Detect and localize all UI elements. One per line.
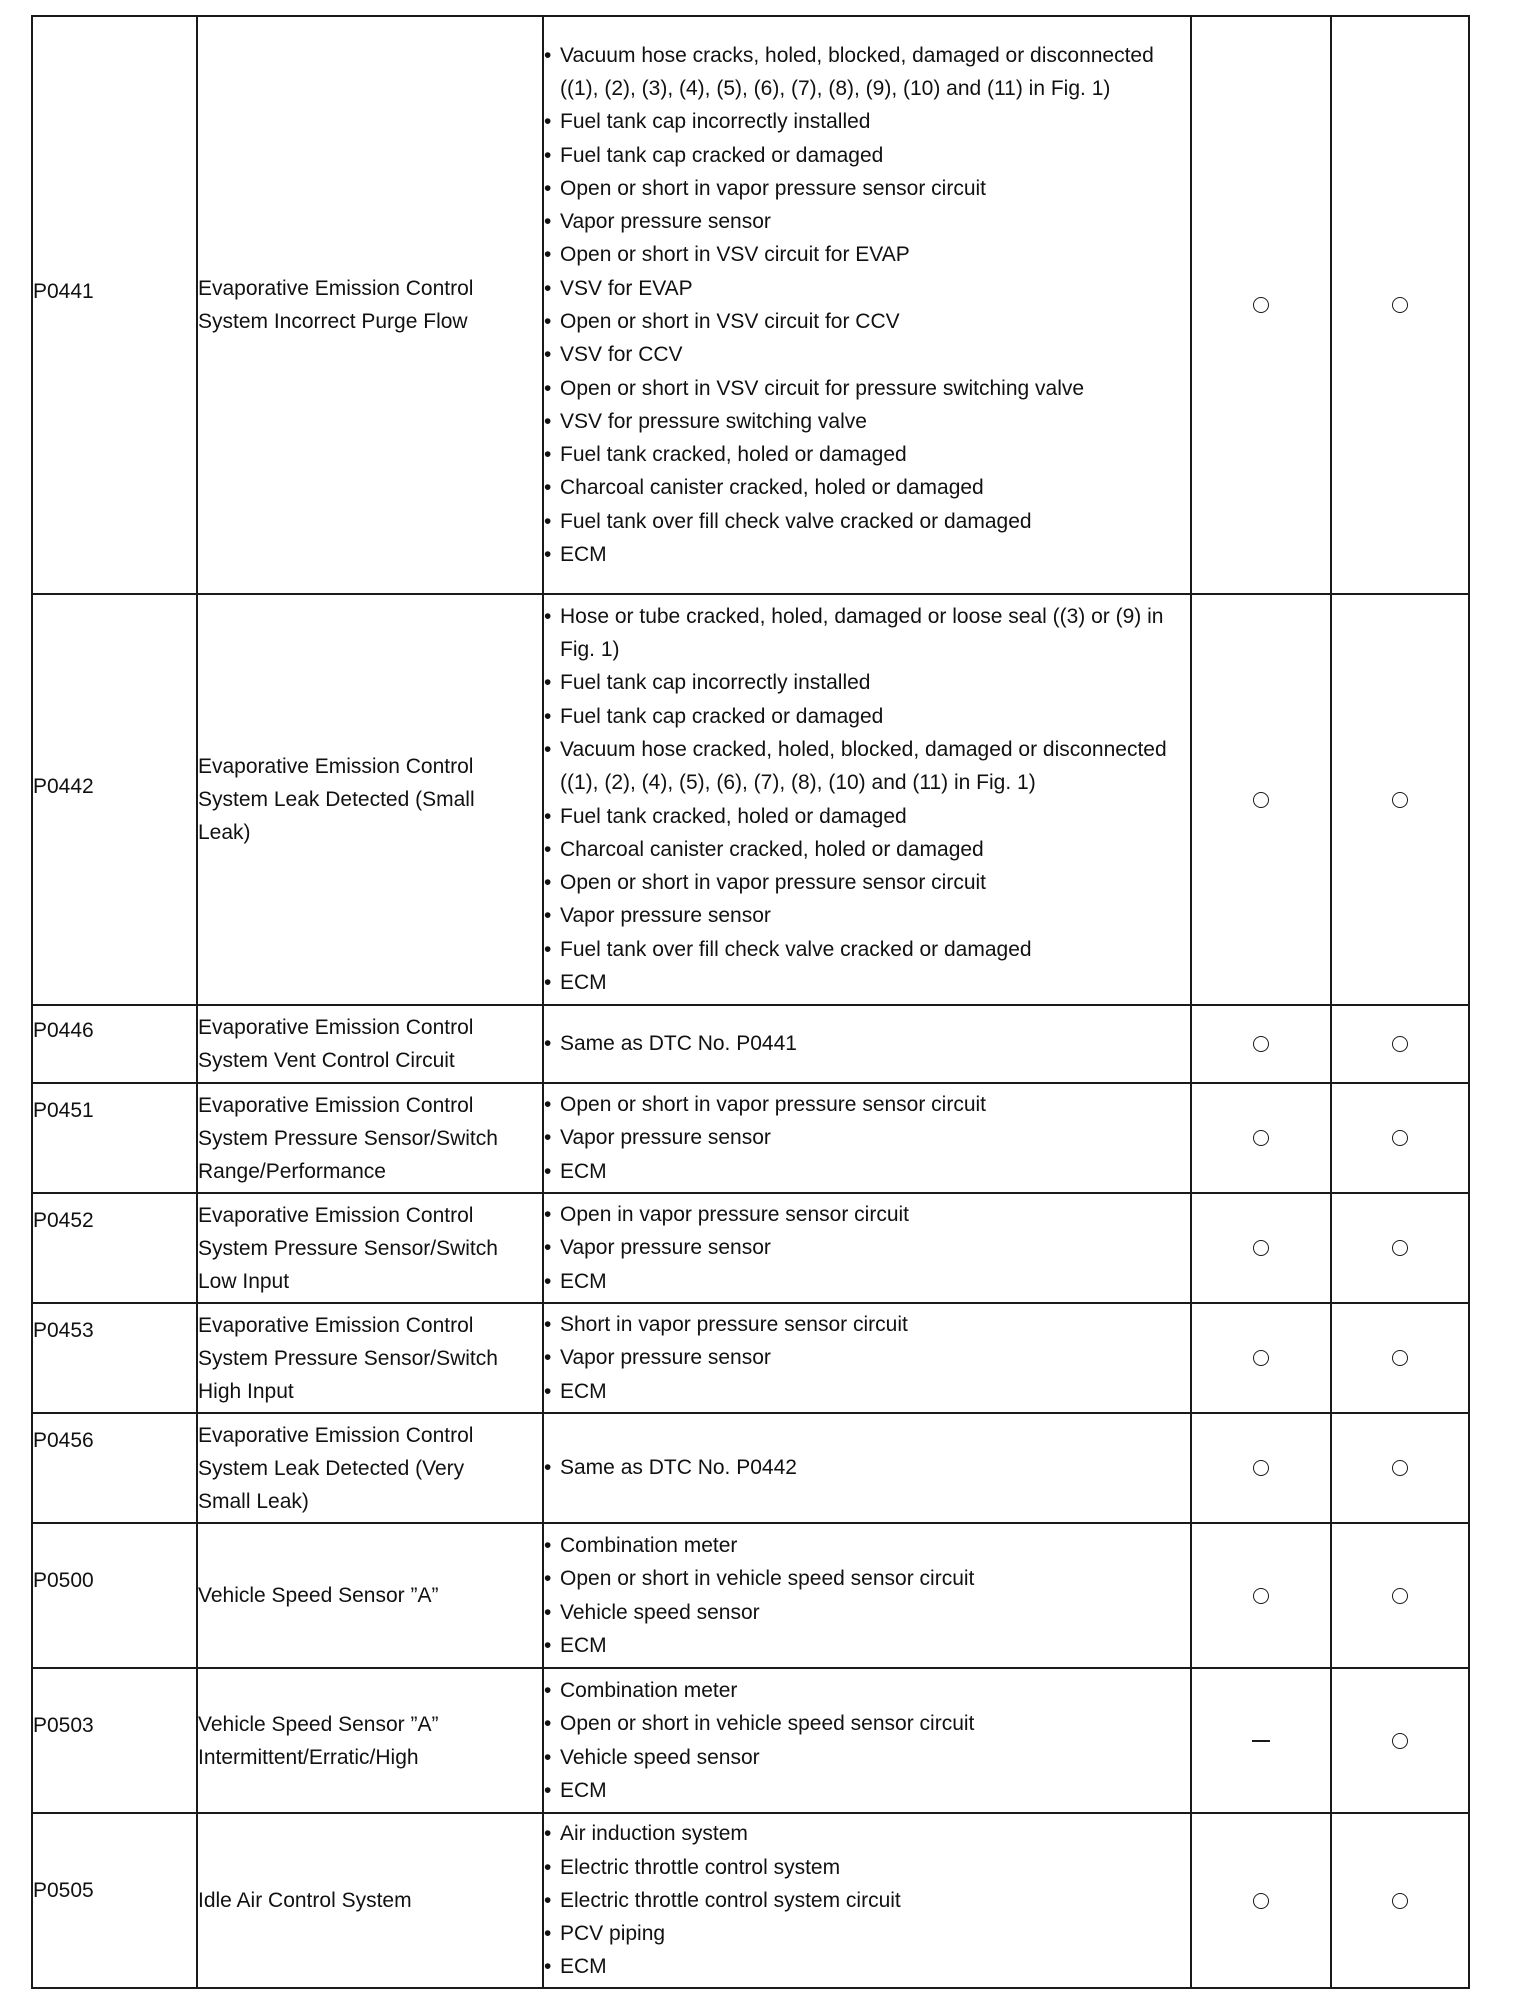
trouble-area-cell [543, 1668, 1191, 1813]
trouble-area-item: • VSV for CCV [544, 338, 1190, 371]
circle-mark-icon [1253, 1130, 1269, 1146]
trouble-area-item: • ECM [544, 1265, 1190, 1298]
circle-mark-icon [1392, 1588, 1408, 1604]
trouble-area-cell [543, 594, 1191, 1005]
trouble-area-item: • VSV for pressure switching valve [544, 405, 1190, 438]
dtc-code-cell [32, 1813, 197, 1988]
trouble-area-item: • ECM [544, 966, 1190, 999]
trouble-area-item: • Electric throttle control system circuit [544, 1884, 1190, 1917]
trouble-area-item: • Vapor pressure sensor [544, 1341, 1190, 1374]
trouble-area-item: • Fuel tank cracked, holed or damaged [544, 438, 1190, 471]
dtc-code: P0451 [33, 1099, 94, 1122]
dtc-code: P0452 [33, 1209, 94, 1232]
trouble-area-item: • Charcoal canister cracked, holed or damaged [544, 471, 1190, 504]
memory-indicator-cell [1331, 16, 1469, 594]
dtc-code-cell [32, 1083, 197, 1193]
circle-mark-icon [1392, 1130, 1408, 1146]
memory-indicator-cell [1331, 1413, 1469, 1523]
circle-mark-icon [1392, 1350, 1408, 1366]
memory-indicator-cell [1331, 1193, 1469, 1303]
mil-indicator-cell [1191, 1523, 1331, 1668]
trouble-area-list [544, 1027, 1190, 1060]
trouble-area-cell [543, 1005, 1191, 1083]
detection-item-cell [197, 594, 543, 1005]
detection-item-cell [197, 1005, 543, 1083]
trouble-area-cell [543, 1083, 1191, 1193]
circle-mark-icon [1392, 1460, 1408, 1476]
detection-item-name: Vehicle Speed Sensor ”A” [198, 1584, 439, 1607]
trouble-area-item: • ECM [544, 538, 1190, 571]
memory-indicator-cell [1331, 1083, 1469, 1193]
detection-item-name: Vehicle Speed Sensor ”A” Intermittent/Erratic/High [198, 1712, 439, 1769]
dtc-row-p0441 [32, 16, 1469, 594]
trouble-area-cell [543, 1813, 1191, 1988]
trouble-area-item: • Combination meter [544, 1674, 1190, 1707]
dtc-code-cell [32, 1413, 197, 1523]
dtc-row-p0442 [32, 594, 1469, 1005]
detection-item-cell [197, 1083, 543, 1193]
dtc-row-p0505 [32, 1813, 1469, 1988]
detection-item-name: Evaporative Emission Control System Pressure Sensor/Switch Low Input [198, 1203, 498, 1293]
dtc-table-body [32, 16, 1469, 1988]
trouble-area-item: • Open or short in VSV circuit for CCV [544, 305, 1190, 338]
trouble-area-item: • Vacuum hose cracks, holed, blocked, damaged or disconnected ((1), (2), (3), (4), (5), (6), (7), (8), (9), (10) and (11) in Fig. 1) [544, 39, 1190, 106]
trouble-area-cell [543, 1523, 1191, 1668]
detection-item-cell [197, 1668, 543, 1813]
memory-indicator-cell [1331, 1813, 1469, 1988]
trouble-area-cell [543, 16, 1191, 594]
circle-mark-icon [1253, 1350, 1269, 1366]
circle-mark-icon [1253, 792, 1269, 808]
trouble-area-item: • Fuel tank cap cracked or damaged [544, 700, 1190, 733]
trouble-area-item: • Vehicle speed sensor [544, 1596, 1190, 1629]
circle-mark-icon [1392, 297, 1408, 313]
dtc-code-cell [32, 1668, 197, 1813]
trouble-area-item: • Combination meter [544, 1529, 1190, 1562]
mil-indicator-cell [1191, 1668, 1331, 1813]
circle-mark-icon [1392, 1240, 1408, 1256]
trouble-area-cell [543, 1413, 1191, 1523]
trouble-area-item: • Charcoal canister cracked, holed or damaged [544, 833, 1190, 866]
trouble-area-item: • Vapor pressure sensor [544, 1121, 1190, 1154]
trouble-area-list [544, 39, 1190, 572]
trouble-area-item: • Vacuum hose cracked, holed, blocked, damaged or disconnected ((1), (2), (4), (5), (6), (7), (8), (10) and (11) in Fig. 1) [544, 733, 1190, 800]
detection-item-name: Evaporative Emission Control System Pressure Sensor/Switch High Input [198, 1313, 498, 1403]
trouble-area-item: • Open or short in vehicle speed sensor circuit [544, 1707, 1190, 1740]
dtc-code: P0503 [33, 1714, 94, 1737]
trouble-area-list [544, 1817, 1190, 1983]
detection-item-cell [197, 1523, 543, 1668]
circle-mark-icon [1253, 297, 1269, 313]
mil-indicator-cell [1191, 1005, 1331, 1083]
trouble-area-item: • ECM [544, 1629, 1190, 1662]
trouble-area-item: • ECM [544, 1950, 1190, 1983]
detection-item-cell [197, 1303, 543, 1413]
dtc-code-cell [32, 594, 197, 1005]
trouble-area-cell [543, 1193, 1191, 1303]
trouble-area-item: • Vapor pressure sensor [544, 899, 1190, 932]
dtc-code: P0453 [33, 1319, 94, 1342]
dtc-code: P0446 [33, 1019, 94, 1042]
trouble-area-list [544, 1088, 1190, 1188]
trouble-area-item: • Fuel tank cap incorrectly installed [544, 105, 1190, 138]
dtc-row-p0500 [32, 1523, 1469, 1668]
detection-item-name: Evaporative Emission Control System Leak Detected (Very Small Leak) [198, 1423, 474, 1513]
dtc-row-p0453 [32, 1303, 1469, 1413]
dtc-row-p0452 [32, 1193, 1469, 1303]
trouble-area-item: • Vehicle speed sensor [544, 1741, 1190, 1774]
trouble-area-item: • Fuel tank cap cracked or damaged [544, 139, 1190, 172]
trouble-area-list [544, 1529, 1190, 1662]
trouble-area-item: • Air induction system [544, 1817, 1190, 1850]
trouble-area-item: • Fuel tank cracked, holed or damaged [544, 800, 1190, 833]
memory-indicator-cell [1331, 594, 1469, 1005]
circle-mark-icon [1392, 1733, 1408, 1749]
mil-indicator-cell [1191, 1083, 1331, 1193]
trouble-area-item: • Same as DTC No. P0441 [544, 1027, 1190, 1060]
dtc-row-p0456 [32, 1413, 1469, 1523]
mil-indicator-cell [1191, 1193, 1331, 1303]
detection-item-name: Idle Air Control System [198, 1889, 412, 1912]
trouble-area-item: • Open or short in vapor pressure sensor circuit [544, 866, 1190, 899]
memory-indicator-cell [1331, 1303, 1469, 1413]
dtc-row-p0451 [32, 1083, 1469, 1193]
dtc-code-cell [32, 1005, 197, 1083]
circle-mark-icon [1253, 1588, 1269, 1604]
trouble-area-item: • Hose or tube cracked, holed, damaged or loose seal ((3) or (9) in Fig. 1) [544, 600, 1190, 667]
dtc-code: P0456 [33, 1429, 94, 1452]
dtc-code-cell [32, 1303, 197, 1413]
trouble-area-item: • ECM [544, 1155, 1190, 1188]
trouble-area-item: • Electric throttle control system [544, 1851, 1190, 1884]
trouble-area-item: • Open or short in vapor pressure sensor circuit [544, 172, 1190, 205]
detection-item-cell [197, 1413, 543, 1523]
trouble-area-item: • Fuel tank over fill check valve cracked or damaged [544, 505, 1190, 538]
trouble-area-item: • Open in vapor pressure sensor circuit [544, 1198, 1190, 1231]
trouble-area-list [544, 1451, 1190, 1484]
trouble-area-item: • Fuel tank cap incorrectly installed [544, 666, 1190, 699]
dtc-row-p0503 [32, 1668, 1469, 1813]
dtc-code-cell [32, 1193, 197, 1303]
mil-indicator-cell [1191, 1413, 1331, 1523]
dtc-table-page [31, 15, 1468, 1989]
circle-mark-icon [1392, 1036, 1408, 1052]
trouble-area-item: • Open or short in vapor pressure sensor circuit [544, 1088, 1190, 1121]
trouble-area-item: • Same as DTC No. P0442 [544, 1451, 1190, 1484]
trouble-area-item: • Vapor pressure sensor [544, 1231, 1190, 1264]
circle-mark-icon [1392, 792, 1408, 808]
dtc-code: P0500 [33, 1569, 94, 1592]
circle-mark-icon [1253, 1240, 1269, 1256]
memory-indicator-cell [1331, 1523, 1469, 1668]
trouble-area-item: • Vapor pressure sensor [544, 205, 1190, 238]
detection-item-name: Evaporative Emission Control System Vent Control Circuit [198, 1016, 474, 1072]
circle-mark-icon [1253, 1460, 1269, 1476]
dtc-code-cell [32, 16, 197, 594]
trouble-area-list [544, 1674, 1190, 1807]
detection-item-name: Evaporative Emission Control System Leak Detected (Small Leak) [198, 755, 475, 844]
dtc-code-cell [32, 1523, 197, 1668]
circle-mark-icon [1392, 1893, 1408, 1909]
trouble-area-item: • PCV piping [544, 1917, 1190, 1950]
detection-item-name: Evaporative Emission Control System Incorrect Purge Flow [198, 277, 474, 333]
trouble-area-item: • ECM [544, 1375, 1190, 1408]
memory-indicator-cell [1331, 1005, 1469, 1083]
trouble-area-item: • ECM [544, 1774, 1190, 1807]
detection-item-name: Evaporative Emission Control System Pressure Sensor/Switch Range/Performance [198, 1093, 498, 1183]
dash-mark-icon [1252, 1740, 1270, 1742]
trouble-area-item: • Open or short in VSV circuit for pressure switching valve [544, 372, 1190, 405]
dtc-code: P0441 [33, 280, 94, 303]
trouble-area-item: • VSV for EVAP [544, 272, 1190, 305]
trouble-area-list [544, 1198, 1190, 1298]
mil-indicator-cell [1191, 16, 1331, 594]
trouble-area-list [544, 1308, 1190, 1408]
mil-indicator-cell [1191, 594, 1331, 1005]
circle-mark-icon [1253, 1893, 1269, 1909]
trouble-area-cell [543, 1303, 1191, 1413]
dtc-table [31, 15, 1470, 1989]
trouble-area-item: • Open or short in VSV circuit for EVAP [544, 238, 1190, 271]
detection-item-cell [197, 1813, 543, 1988]
trouble-area-item: • Short in vapor pressure sensor circuit [544, 1308, 1190, 1341]
circle-mark-icon [1253, 1036, 1269, 1052]
dtc-code: P0442 [33, 775, 94, 798]
trouble-area-item: • Open or short in vehicle speed sensor circuit [544, 1562, 1190, 1595]
memory-indicator-cell [1331, 1668, 1469, 1813]
dtc-code: P0505 [33, 1879, 94, 1902]
dtc-row-p0446 [32, 1005, 1469, 1083]
detection-item-cell [197, 1193, 543, 1303]
mil-indicator-cell [1191, 1813, 1331, 1988]
trouble-area-item: • Fuel tank over fill check valve cracked or damaged [544, 933, 1190, 966]
mil-indicator-cell [1191, 1303, 1331, 1413]
detection-item-cell [197, 16, 543, 594]
trouble-area-list [544, 600, 1190, 1000]
